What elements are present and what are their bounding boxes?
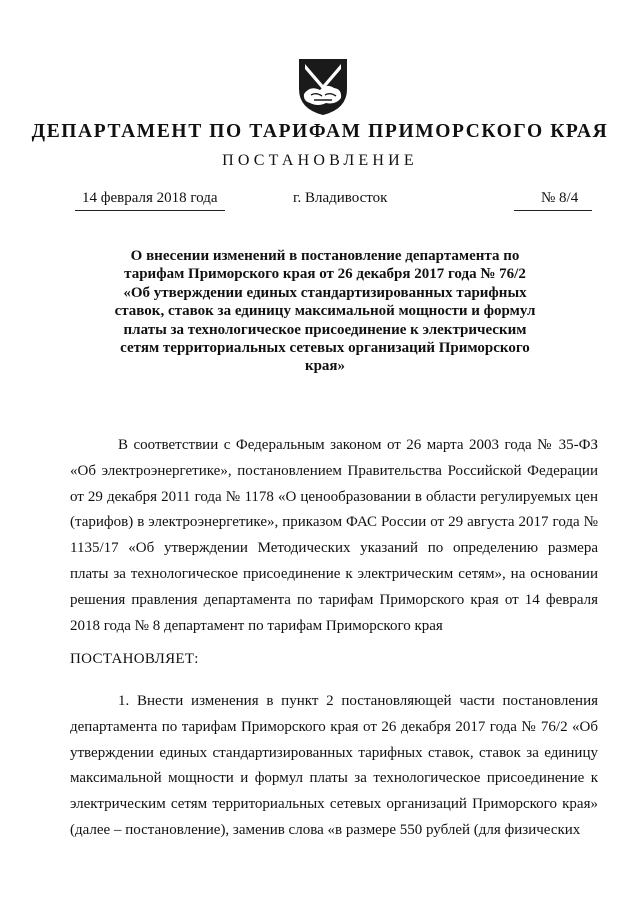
item-1-paragraph: 1. Внести изменения в пункт 2 постановляющей части постановления департамента по тарифам Приморского края от 26 декабря 2017 года № 76/2 «Об утверждении единых стандартизированных тарифных ставок, ставок за единицу максимальной мощности и формул платы за технологическое присоединение к электрическим сетям территориальных сетевых организаций Приморского края» (далее – постановление), заменив слова «в размере 550 рублей (для физических — [70, 693, 598, 838]
document-number: № 8/4 — [541, 190, 579, 206]
document-city: г. Владивосток — [293, 190, 388, 206]
resolves-heading: ПОСТАНОВЛЯЕТ: — [70, 651, 199, 667]
document-type: ПОСТАНОВЛЕНИЕ — [222, 152, 418, 169]
number-underline — [514, 210, 592, 211]
coat-of-arms-icon — [296, 55, 350, 117]
date-underline — [75, 210, 225, 211]
department-title: ДЕПАРТАМЕНТ ПО ТАРИФАМ ПРИМОРСКОГО КРАЯ — [31, 121, 609, 142]
document-subject: О внесении изменений в постановление департамента по тарифам Приморского края от 26 декабря 2017 года № 76/2 «Об утверждении единых стандартизированных тарифных ставок, ставок за единицу максимальной мощности и формул платы за технологическое присоединение к электрическим сетям территориальных сетевых организаций Приморского края» — [114, 248, 536, 375]
document-date: 14 февраля 2018 года — [82, 190, 218, 206]
preamble-paragraph: В соответствии с Федеральным законом от 26 марта 2003 года № 35-ФЗ «Об электроэнергетике», постановлением Правительства Российской Федерации от 29 декабря 2011 года № 1178 «О ценообразовании в области регулируемых цен (тарифов) в электроэнергетике», приказом ФАС России от 29 августа 2017 года № 1135/17 «Об утверждении Методических указаний по определению размера платы за технологическое присоединение к электрическим сетям», на основании решения правления департамента по тарифам Приморского края от 14 февраля 2018 года № 8 департамент по тарифам Приморского края — [70, 437, 598, 634]
